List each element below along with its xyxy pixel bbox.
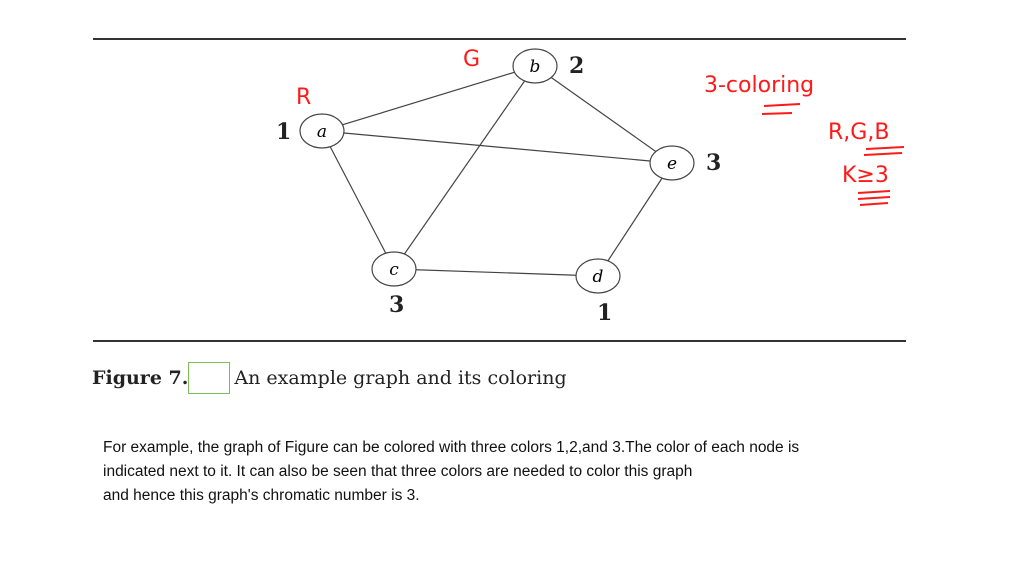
figure-caption-label: Figure 7. — [92, 367, 189, 389]
figure-caption — [92, 362, 567, 394]
color-number-c: 3 — [389, 292, 405, 318]
color-number-e: 3 — [706, 150, 722, 176]
node-label-a: a — [316, 122, 328, 142]
color-number-a: 1 — [276, 119, 292, 145]
color-number-d: 1 — [597, 300, 613, 326]
body-line-2: indicated next to it. It can also be seen that three colors are needed to color this graph — [103, 463, 693, 480]
figure-number-box — [188, 362, 230, 394]
edge-a-b — [322, 66, 535, 131]
handwritten-title: 3-coloring — [704, 73, 815, 98]
body-line-3: and hence this graph's chromatic number is 3. — [103, 487, 420, 504]
k-condition-underline — [858, 191, 890, 205]
edge-b-e — [535, 66, 672, 163]
edge-b-c — [394, 66, 535, 269]
handwritten-g-mark: G — [463, 47, 481, 72]
figure-caption-text: An example graph and its coloring — [234, 367, 567, 389]
title-underline — [762, 104, 800, 114]
edge-c-d — [394, 269, 598, 276]
edge-d-e — [598, 163, 672, 276]
colors-underline — [864, 147, 904, 155]
color-number-b: 2 — [569, 53, 585, 79]
edge-a-e — [322, 131, 672, 163]
node-b — [513, 49, 557, 83]
node-label-c: c — [389, 260, 399, 280]
node-e — [650, 146, 694, 180]
node-label-e: e — [666, 154, 678, 174]
handwritten-k-condition: K≥3 — [842, 163, 889, 188]
node-label-d: d — [592, 267, 604, 287]
handwritten-colors: R,G,B — [828, 120, 890, 145]
body-paragraph — [103, 436, 903, 508]
node-d — [576, 259, 620, 293]
edge-a-c — [322, 131, 394, 269]
node-label-b: b — [529, 57, 541, 77]
body-line-1: For example, the graph of Figure can be colored with three colors 1,2,and 3.The color of each node is — [103, 439, 800, 456]
handwritten-r-mark: R — [296, 85, 312, 110]
node-a — [300, 114, 344, 148]
node-c — [372, 252, 416, 286]
